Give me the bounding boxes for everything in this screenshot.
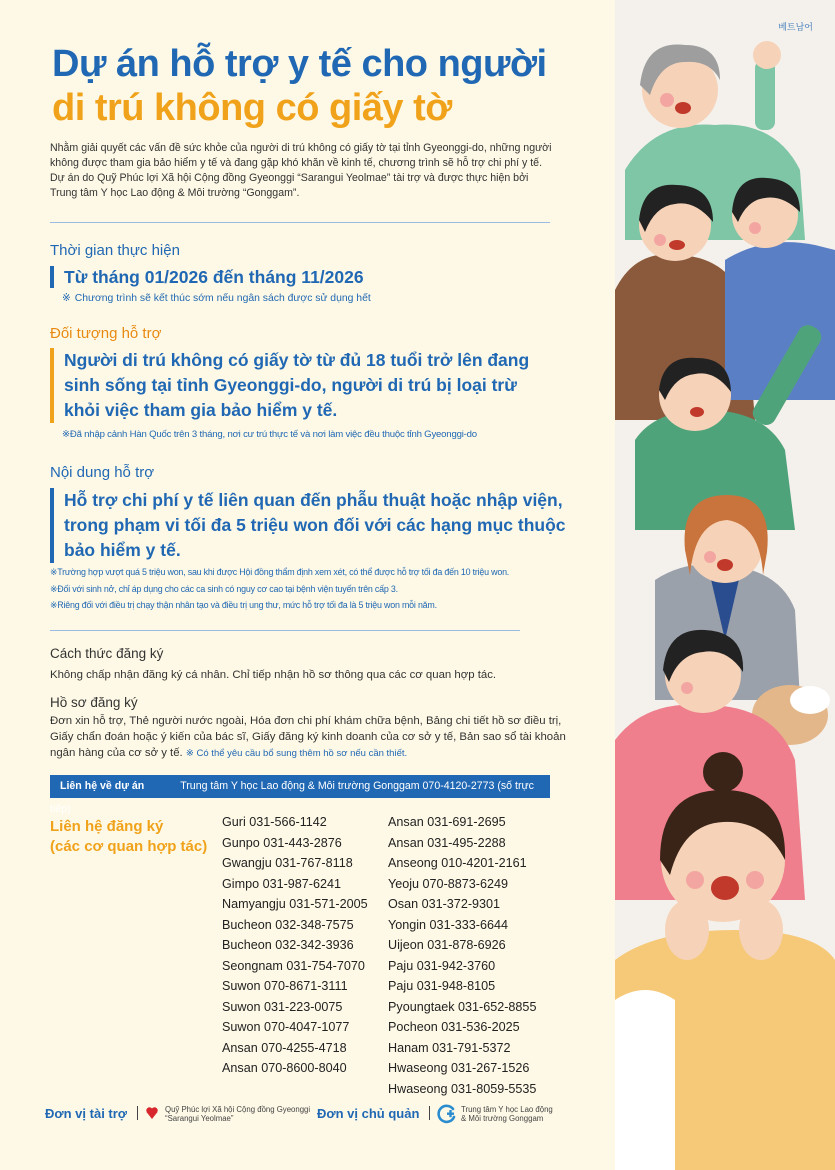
divider: [50, 630, 520, 631]
contact-item: Anseong 010-4201-2161: [388, 856, 527, 870]
sponsor-org: [165, 1105, 310, 1123]
title-line-2: di trú không có giấy tờ: [52, 87, 452, 129]
contact-item: Hwaseong 031-8059-5535: [388, 1081, 537, 1096]
title-line-1: Dự án hỗ trợ y tế cho người: [52, 43, 547, 85]
footer: [45, 1100, 605, 1130]
content-note-text: Trường hợp vượt quá 5 triệu won, sau khi được Hội đồng thẩm định xem xét, có thể được hỗ trợ tối đa đến 10 triệu won.: [57, 567, 510, 577]
intro-paragraph: [50, 141, 570, 201]
documents-line: Giấy chẩn đoán hoặc ý kiến của bác sĩ, Giấy đăng ký kinh doanh của cơ sở y tế, Bản sao sổ tài khoản: [50, 731, 566, 743]
content-text: [50, 488, 604, 563]
content-note-3: [50, 600, 437, 611]
sponsor-heart-icon: [145, 1106, 159, 1120]
contact-item: Yongin 031-333-6644: [388, 917, 508, 932]
contact-item: Ansan 070-8600-8040: [222, 1061, 347, 1075]
project-contact-label: Liên hệ về dự án: [60, 780, 145, 792]
footer-separator: [137, 1106, 138, 1120]
language-tag: 베트남어: [778, 22, 813, 32]
hair-bun-shape: [703, 752, 743, 792]
content-note-2: [50, 584, 398, 595]
documents-text: [50, 713, 580, 762]
target-note: [62, 429, 477, 440]
intro-line: Trung tâm Y học Lao động & Môi trường “Gonggam”.: [50, 187, 300, 199]
host-label: Đơn vị chủ quản: [317, 1106, 420, 1121]
contact-item: Gunpo 031-443-2876: [222, 835, 342, 850]
contact-item: Suwon 070-8671-3111: [222, 979, 348, 993]
documents-label: Hồ sơ đăng ký: [50, 695, 138, 710]
host-org-line: Trung tâm Y học Lao động: [461, 1105, 553, 1114]
contact-item: Namyangju 031-571-2005: [222, 897, 368, 911]
documents-line: [50, 745, 580, 762]
gonggam-logo-icon: [437, 1104, 457, 1124]
contact-item: Uijeon 031-878-6926: [388, 938, 506, 952]
contact-item: Yeoju 070-8873-6249: [388, 876, 508, 891]
note-star: ※: [185, 748, 194, 759]
sponsor-label: Đơn vị tài trợ: [45, 1106, 128, 1121]
contact-item: Guri 031-566-1142: [222, 815, 327, 829]
contact-item: Suwon 070-4047-1077: [222, 1020, 350, 1034]
raised-fist-shape: [753, 41, 781, 69]
contact-item: Gimpo 031-987-6241: [222, 876, 342, 891]
contact-item: Paju 031-942-3760: [388, 958, 496, 973]
period-label: Thời gian thực hiện: [50, 242, 180, 259]
contact-item: Ansan 031-495-2288: [388, 835, 506, 850]
contact-item: Suwon 031-223-0075: [222, 999, 343, 1014]
contact-item: Bucheon 032-348-7575: [222, 917, 354, 932]
sponsor-org-line: Quỹ Phúc lợi Xã hội Cộng đồng Gyeonggi: [165, 1105, 311, 1114]
page-title: [52, 42, 547, 130]
registration-contact-label-line: Liên hệ đăng ký: [50, 818, 164, 835]
content-note-text: Đối với sinh nở, chỉ áp dụng cho các ca sinh có nguy cơ cao tại bệnh viện tuyến trên cấp 3.: [57, 584, 398, 594]
contacts-column-2: [388, 812, 536, 1099]
contact-item: Hanam 031-791-5372: [388, 1040, 511, 1055]
contact-item: Pyoungtaek 031-652-8855: [388, 999, 537, 1014]
content-note-1: [50, 567, 509, 578]
target-line: Người di trú không có giấy tờ từ đủ 18 tuổi trở lên đang: [64, 350, 530, 370]
target-line: khỏi việc tham gia bảo hiểm y tế.: [64, 400, 338, 420]
documents-note-text: Có thể yêu cầu bổ sung thêm hồ sơ nếu cần thiết.: [196, 748, 408, 759]
raised-arm-shape: [755, 60, 775, 130]
contact-item: Paju 031-948-8105: [388, 979, 496, 993]
contact-item: Bucheon 032-342-3936: [222, 938, 354, 952]
documents-line: Đơn xin hỗ trợ, Thẻ người nước ngoài, Hóa đơn chi phí khám chữa bệnh, Bảng chi tiết hồ sơ điều trị,: [50, 715, 562, 727]
registration-label: Cách thức đăng ký: [50, 646, 164, 661]
period-value: Từ tháng 01/2026 đến tháng 11/2026: [50, 266, 584, 288]
content-note-text: Riêng đối với điều trị chạy thận nhân tạo và điều trị ung thư, mức hỗ trợ tối đa là 5 triệu won mỗi năm.: [57, 600, 437, 610]
note-star: ※: [62, 293, 71, 304]
target-line: sinh sống tại tỉnh Gyeonggi-do, người di trú bị loại trừ: [64, 375, 517, 395]
crowd-illustration: [615, 0, 835, 1170]
sponsor-org-line: “Sarangui Yeolmae”: [165, 1114, 234, 1123]
contact-item: Ansan 031-691-2695: [388, 815, 506, 829]
note-star: ※: [50, 567, 58, 577]
contact-item: Osan 031-372-9301: [388, 897, 501, 911]
contact-item: Gwangju 031-767-8118: [222, 856, 353, 870]
period-note-text: Chương trình sẽ kết thúc sớm nếu ngân sách được sử dụng hết: [74, 293, 371, 304]
intro-line: không được tham gia bảo hiểm y tế và đang gặp khó khăn về kinh tế, chương trình sẽ hỗ trợ chi phí y tế.: [50, 157, 543, 169]
content-label: Nội dung hỗ trợ: [50, 464, 155, 481]
content-line: trong phạm vi tối đa 5 triệu won đối với các hạng mục thuộc: [64, 515, 566, 535]
contact-item: Pocheon 031-536-2025: [388, 1020, 520, 1034]
content-line: bảo hiểm y tế.: [64, 540, 181, 560]
content-line: Hỗ trợ chi phí y tế liên quan đến phẫu thuật hoặc nhập viện,: [64, 490, 563, 510]
registration-contact-label: [50, 817, 207, 857]
host-org-line: & Môi trường Gonggam: [461, 1114, 544, 1123]
contact-item: Hwaseong 031-267-1526: [388, 1061, 530, 1075]
period-note: [62, 292, 371, 304]
contact-item: Seongnam 031-754-7070: [222, 958, 365, 973]
project-contact-bar: [50, 775, 550, 815]
contact-item: Ansan 070-4255-4718: [222, 1040, 347, 1055]
note-star: ※: [62, 429, 70, 440]
illustration-artwork: [615, 0, 835, 1170]
intro-line: Nhằm giải quyết các vấn đề sức khỏe của người di trú không có giấy tờ tại tỉnh Gyeonggi-do, những người: [50, 142, 552, 154]
footer-separator: [429, 1106, 430, 1120]
divider: [50, 222, 550, 223]
documents-note: [186, 748, 407, 759]
project-contact-text: Trung tâm Y học Lao động & Môi trường Gonggam 070-4120-2773 (số trực tiếp): [50, 780, 534, 815]
documents-line-text: ngân hàng của cơ sở y tế.: [50, 747, 183, 759]
contacts-column-1: [222, 812, 368, 1079]
target-note-text: Đã nhập cảnh Hàn Quốc trên 3 tháng, nơi cư trú thực tế và nơi làm việc đều thuộc tỉnh Gyeonggi-do: [69, 429, 477, 440]
note-star: ※: [50, 584, 58, 594]
host-org: [461, 1105, 553, 1123]
target-text: [50, 348, 584, 423]
registration-contact-label-line: (các cơ quan hợp tác): [50, 838, 208, 855]
target-label: Đối tượng hỗ trợ: [50, 325, 162, 342]
registration-text: Không chấp nhận đăng ký cá nhân. Chỉ tiếp nhận hồ sơ thông qua các cơ quan hợp tác.: [50, 669, 497, 681]
note-star: ※: [50, 600, 58, 610]
intro-line: Dự án do Quỹ Phúc lợi Xã hội Cộng đồng Gyeonggi “Sarangui Yeolmae” tài trợ và được thực hiện bởi: [50, 172, 529, 184]
